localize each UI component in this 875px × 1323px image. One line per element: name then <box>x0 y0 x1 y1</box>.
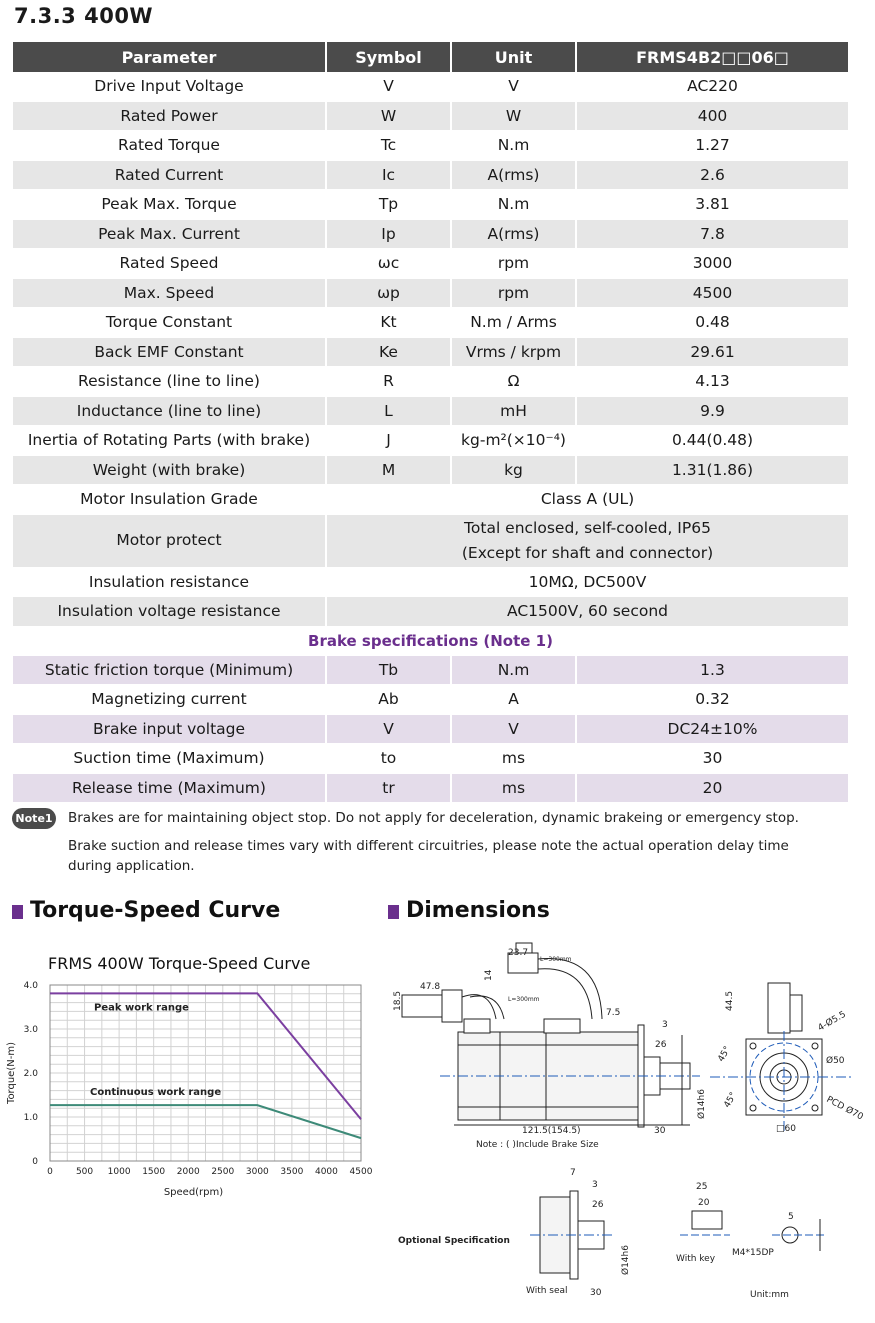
param-cell: Peak Max. Current <box>13 219 326 249</box>
table-row <box>13 426 848 456</box>
table-row <box>13 744 848 774</box>
torque-section-title: Torque-Speed Curve <box>30 898 281 923</box>
param-cell: Rated Current <box>13 160 326 190</box>
param-cell: Insulation resistance <box>13 567 326 597</box>
symbol-cell: L <box>326 396 451 426</box>
x-tick-label: 0 <box>47 1167 53 1177</box>
dim-label: Unit:mm <box>750 1290 789 1300</box>
chart-title: FRMS 400W Torque-Speed Curve <box>48 954 311 973</box>
param-cell: Torque Constant <box>13 308 326 338</box>
table-header-row <box>13 42 848 72</box>
unit-cell: N.m <box>451 655 576 685</box>
section-marker-icon <box>388 905 399 919</box>
y-tick-label: 0 <box>32 1157 38 1167</box>
x-tick-label: 4500 <box>349 1167 373 1177</box>
header-unit: Unit <box>451 42 576 72</box>
x-tick-label: 2000 <box>176 1167 200 1177</box>
param-cell: Weight (with brake) <box>13 455 326 485</box>
param-cell: Insulation voltage resistance <box>13 597 326 627</box>
unit-cell: W <box>451 101 576 131</box>
optional-seal-view <box>530 1191 826 1279</box>
x-tick-label: 2500 <box>211 1167 235 1177</box>
brake-section-header <box>13 626 848 655</box>
symbol-cell: V <box>326 72 451 101</box>
value-cell: 9.9 <box>576 396 848 426</box>
torque-speed-chart <box>0 975 380 1205</box>
dimensions-drawing <box>380 935 870 1305</box>
optional-spec-title: Optional Specification <box>398 1236 510 1246</box>
param-cell: Release time (Maximum) <box>13 773 326 803</box>
x-tick-label: 500 <box>75 1167 94 1177</box>
value-line: (Except for shaft and connector) <box>461 543 714 562</box>
param-cell: Rated Speed <box>13 249 326 279</box>
table-row <box>13 685 848 715</box>
table-row <box>13 101 848 131</box>
table-row <box>13 337 848 367</box>
dim-label: 20 <box>698 1198 710 1208</box>
value-cell: 1.31(1.86) <box>576 455 848 485</box>
dim-label: 30 <box>590 1288 602 1298</box>
dim-label: 45° <box>722 1090 740 1110</box>
unit-cell: ms <box>451 773 576 803</box>
x-axis-label: Speed(rpm) <box>163 1187 224 1198</box>
symbol-cell: Ke <box>326 337 451 367</box>
y-tick-label: 4.0 <box>23 981 38 991</box>
unit-cell: Vrms / krpm <box>451 337 576 367</box>
x-tick-label: 4000 <box>314 1167 338 1177</box>
value-cell: 0.44(0.48) <box>576 426 848 456</box>
dim-label: 4-Ø5.5 <box>816 1009 848 1034</box>
dim-label: 23.7 <box>508 948 529 958</box>
value-cell: 0.32 <box>576 685 848 715</box>
param-cell: Motor Insulation Grade <box>13 485 326 515</box>
value-cell: 29.61 <box>576 337 848 367</box>
param-cell: Drive Input Voltage <box>13 72 326 101</box>
dim-label: 30 <box>654 1126 666 1136</box>
value-cell: Class A (UL) <box>326 485 848 515</box>
symbol-cell: Tb <box>326 655 451 685</box>
note-line-2: Brake suction and release times vary with different circuitries, please note the actual operation delay time <box>68 838 789 854</box>
x-tick-label: 1500 <box>142 1167 166 1177</box>
dim-label: Ø14h6 <box>621 1245 631 1275</box>
dim-label: M4*15DP <box>732 1248 774 1258</box>
y-tick-label: 1.0 <box>23 1113 38 1123</box>
symbol-cell: W <box>326 101 451 131</box>
param-cell: Suction time (Maximum) <box>13 744 326 774</box>
dim-label: 3 <box>662 1020 668 1030</box>
symbol-cell: Tc <box>326 131 451 161</box>
unit-cell: kg-m²(×10⁻⁴) <box>451 426 576 456</box>
value-cell: AC220 <box>576 72 848 101</box>
unit-cell: mH <box>451 396 576 426</box>
x-tick-label: 3000 <box>245 1167 269 1177</box>
unit-cell: N.m <box>451 190 576 220</box>
table-row <box>13 597 848 627</box>
dim-label: L=300mm <box>508 996 540 1003</box>
param-cell: Resistance (line to line) <box>13 367 326 397</box>
header-symbol: Symbol <box>326 42 451 72</box>
y-tick-label: 3.0 <box>23 1025 38 1035</box>
unit-cell: rpm <box>451 278 576 308</box>
symbol-cell: Kt <box>326 308 451 338</box>
note-line-3: during application. <box>68 858 195 874</box>
unit-cell: N.m <box>451 131 576 161</box>
x-tick-label: 3500 <box>280 1167 304 1177</box>
dim-label: 26 <box>592 1200 604 1210</box>
dim-label: Ø50 <box>826 1056 845 1066</box>
symbol-cell: J <box>326 426 451 456</box>
param-cell: Rated Torque <box>13 131 326 161</box>
dim-label: □60 <box>776 1124 796 1134</box>
unit-cell: kg <box>451 455 576 485</box>
table-row <box>13 773 848 803</box>
param-cell: Inertia of Rotating Parts (with brake) <box>13 426 326 456</box>
dim-label: 7.5 <box>606 1008 621 1018</box>
table-row <box>13 249 848 279</box>
table-row <box>13 131 848 161</box>
dim-label: 3 <box>592 1180 598 1190</box>
value-cell: 1.27 <box>576 131 848 161</box>
dim-label: Ø14h6 <box>697 1089 707 1119</box>
param-cell: Back EMF Constant <box>13 337 326 367</box>
series-label: Peak work range <box>94 1002 189 1014</box>
dimensions-section-title: Dimensions <box>406 898 550 923</box>
table-row <box>13 455 848 485</box>
x-tick-label: 1000 <box>107 1167 131 1177</box>
param-cell: Static friction torque (Minimum) <box>13 655 326 685</box>
symbol-cell: Tp <box>326 190 451 220</box>
header-parameter: Parameter <box>13 42 326 72</box>
y-tick-label: 2.0 <box>23 1069 38 1079</box>
spec-table <box>13 42 848 803</box>
series-label: Continuous work range <box>90 1087 222 1099</box>
value-cell: 2.6 <box>576 160 848 190</box>
table-row <box>13 308 848 338</box>
note-badge: Note1 <box>12 808 56 829</box>
unit-cell: A(rms) <box>451 219 576 249</box>
param-cell: Rated Power <box>13 101 326 131</box>
param-cell: Brake input voltage <box>13 714 326 744</box>
table-row <box>13 160 848 190</box>
dim-label: PCD Ø70 <box>824 1094 865 1123</box>
dim-label: 5 <box>788 1212 794 1222</box>
value-cell: 30 <box>576 744 848 774</box>
value-cell: 4500 <box>576 278 848 308</box>
value-cell: 1.3 <box>576 655 848 685</box>
brake-header-label: Brake specifications (Note 1) <box>13 626 848 655</box>
table-row <box>13 514 848 567</box>
symbol-cell: ωp <box>326 278 451 308</box>
param-cell: Motor protect <box>13 514 326 567</box>
dim-label: 47.8 <box>420 982 441 992</box>
value-cell: 4.13 <box>576 367 848 397</box>
unit-cell: A(rms) <box>451 160 576 190</box>
symbol-cell: to <box>326 744 451 774</box>
value-cell: 3000 <box>576 249 848 279</box>
value-cell: 7.8 <box>576 219 848 249</box>
unit-cell: rpm <box>451 249 576 279</box>
symbol-cell: M <box>326 455 451 485</box>
symbol-cell: Ab <box>326 685 451 715</box>
dim-label: 7 <box>570 1168 576 1178</box>
value-cell: 10MΩ, DC500V <box>326 567 848 597</box>
value-line: Total enclosed, self-cooled, IP65 <box>464 518 711 537</box>
symbol-cell: tr <box>326 773 451 803</box>
dim-label: 26 <box>655 1040 667 1050</box>
param-cell: Inductance (line to line) <box>13 396 326 426</box>
unit-cell: Ω <box>451 367 576 397</box>
table-row <box>13 567 848 597</box>
unit-cell: ms <box>451 744 576 774</box>
dim-label: 45° <box>716 1044 734 1064</box>
table-row <box>13 367 848 397</box>
symbol-cell: ωc <box>326 249 451 279</box>
table-row <box>13 278 848 308</box>
value-cell: 400 <box>576 101 848 131</box>
symbol-cell: R <box>326 367 451 397</box>
dim-label: With seal <box>526 1286 568 1296</box>
symbol-cell: Ip <box>326 219 451 249</box>
value-cell: 0.48 <box>576 308 848 338</box>
page-title: 7.3.3 400W <box>14 4 154 28</box>
table-row <box>13 190 848 220</box>
dim-label: 121.5(154.5) <box>522 1126 581 1136</box>
value-cell: 20 <box>576 773 848 803</box>
unit-cell: N.m / Arms <box>451 308 576 338</box>
table-row <box>13 396 848 426</box>
param-cell: Magnetizing current <box>13 685 326 715</box>
table-row <box>13 714 848 744</box>
param-cell: Peak Max. Torque <box>13 190 326 220</box>
dim-label: 25 <box>696 1182 708 1192</box>
dim-label: With key <box>676 1254 716 1264</box>
section-marker-icon <box>12 905 23 919</box>
dim-label: Note : ( )Include Brake Size <box>476 1140 599 1150</box>
dim-label: 44.5 <box>725 990 735 1011</box>
symbol-cell: Ic <box>326 160 451 190</box>
value-cell: 3.81 <box>576 190 848 220</box>
table-row <box>13 655 848 685</box>
symbol-cell: V <box>326 714 451 744</box>
dim-label: L=300mm <box>540 956 572 963</box>
dim-label: 18.5 <box>393 990 403 1011</box>
y-axis-label: Torque(N-m) <box>6 1042 17 1104</box>
value-cell: AC1500V, 60 second <box>326 597 848 627</box>
motor-side-view <box>402 943 700 1127</box>
header-model: FRMS4B2□□06□ <box>576 42 848 72</box>
table-row <box>13 72 848 101</box>
table-row <box>13 485 848 515</box>
note-line-1: Brakes are for maintaining object stop. Do not apply for deceleration, dynamic brakeing or emergency stop. <box>68 810 799 826</box>
value-cell: DC24±10% <box>576 714 848 744</box>
unit-cell: V <box>451 72 576 101</box>
table-row <box>13 219 848 249</box>
unit-cell: V <box>451 714 576 744</box>
value-cell <box>326 514 848 567</box>
dim-label: 14 <box>484 969 494 981</box>
param-cell: Max. Speed <box>13 278 326 308</box>
unit-cell: A <box>451 685 576 715</box>
